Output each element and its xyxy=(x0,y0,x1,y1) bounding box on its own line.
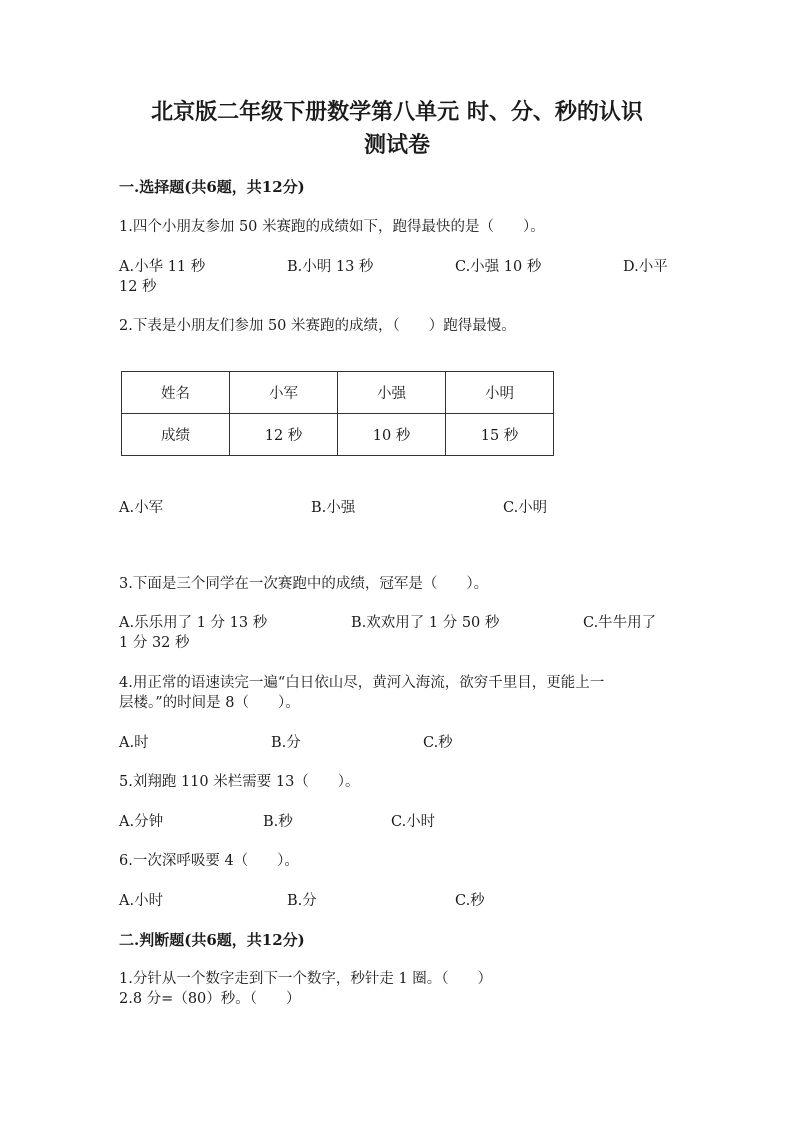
table-cell: 小军 xyxy=(230,372,338,414)
doc-title-line1: 北京版二年级下册数学第八单元 时、分、秒的认识 xyxy=(151,99,643,125)
q2-option-b: B.小强 xyxy=(311,500,356,516)
question-2-stem: 2.下表是小朋友们参加 50 米赛跑的成绩，（ ）跑得最慢。 xyxy=(119,318,516,334)
q3-option-a: A.乐乐用了 1 分 13 秒 xyxy=(119,615,268,631)
q1-option-c: C.小强 10 秒 xyxy=(455,259,542,275)
table-cell: 15 秒 xyxy=(446,414,554,456)
q3-option-c: C.牛牛用了 xyxy=(583,615,657,631)
q1-option-b: B.小明 13 秒 xyxy=(287,259,374,275)
question-1-stem: 1.四个小朋友参加 50 米赛跑的成绩如下，跑得最快的是（ ）。 xyxy=(119,219,545,235)
q4-option-c: C.秒 xyxy=(423,735,453,751)
q1-option-d-wrap: 12 秒 xyxy=(119,279,157,295)
q6-option-a: A.小时 xyxy=(119,893,164,909)
q3-option-c-wrap: 1 分 32 秒 xyxy=(119,635,190,651)
table-cell: 姓名 xyxy=(122,372,230,414)
table-cell: 10 秒 xyxy=(338,414,446,456)
q5-option-b: B.秒 xyxy=(263,814,293,830)
q3-option-b: B.欢欢用了 1 分 50 秒 xyxy=(351,615,500,631)
question-5-stem: 5.刘翔跑 110 米栏需要 13（ ）。 xyxy=(119,774,360,790)
section-heading-choice: 一.选择题(共6题，共12分) xyxy=(119,178,305,196)
table-row xyxy=(122,372,554,414)
q1-option-a: A.小华 11 秒 xyxy=(119,259,206,275)
q5-option-c: C.小时 xyxy=(391,814,436,830)
q4-option-a: A.时 xyxy=(119,735,149,751)
table-cell: 成绩 xyxy=(122,414,230,456)
q4-option-b: B.分 xyxy=(271,735,301,751)
q1-option-d: D.小平 xyxy=(623,259,668,275)
table-cell: 12 秒 xyxy=(230,414,338,456)
q6-option-b: B.分 xyxy=(287,893,317,909)
question-3-stem: 3.下面是三个同学在一次赛跑中的成绩，冠军是（ ）。 xyxy=(119,576,489,592)
score-table xyxy=(121,371,554,456)
table-cell: 小明 xyxy=(446,372,554,414)
q2-option-c: C.小明 xyxy=(503,500,548,516)
question-4-stem-line1: 4.用正常的语速读完一遍“白日依山尽，黄河入海流，欲穷千里目，更能上一 xyxy=(119,675,605,691)
section-heading-judgement: 二.判断题(共6题，共12分) xyxy=(119,931,305,949)
question-4-stem-line2: 层楼。”的时间是 8（ ）。 xyxy=(119,695,300,711)
table-row xyxy=(122,414,554,456)
q5-option-a: A.分钟 xyxy=(119,814,164,830)
judgement-2: 2.8 分=（80）秒。（ ） xyxy=(119,991,301,1007)
table-cell: 小强 xyxy=(338,372,446,414)
question-6-stem: 6.一次深呼吸要 4（ ）。 xyxy=(119,853,299,869)
doc-title-line2: 测试卷 xyxy=(363,132,430,158)
judgement-1: 1.分针从一个数字走到下一个数字，秒针走 1 圈。（ ） xyxy=(119,971,493,987)
q2-option-a: A.小军 xyxy=(119,500,164,516)
q6-option-c: C.秒 xyxy=(455,893,485,909)
